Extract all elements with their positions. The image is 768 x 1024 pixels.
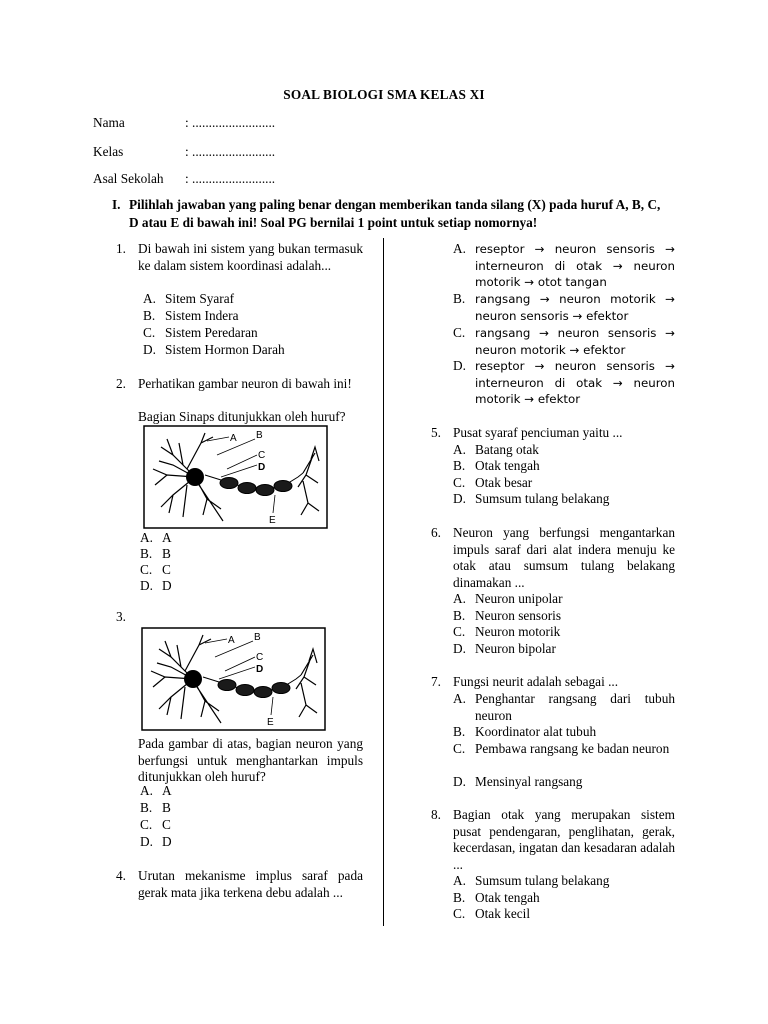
neuron-diagram-1 — [143, 425, 328, 529]
instruction — [112, 196, 672, 232]
option-letter: A. — [140, 783, 153, 798]
option-letter: C. — [453, 906, 466, 921]
option-letter: B. — [453, 291, 466, 306]
figure-label-e: E — [269, 515, 276, 526]
option-text: Neuron bipolar — [475, 641, 556, 656]
question-number: 3. — [116, 609, 126, 624]
option-letter: D. — [453, 358, 466, 373]
option-text: Otak besar — [475, 475, 533, 490]
question-text: Perhatikan gambar neuron di bawah ini! — [138, 376, 352, 391]
option-letter: A. — [453, 442, 466, 457]
option-text: Sumsum tulang belakang — [475, 491, 610, 506]
question-text: Urutan mekanisme implus saraf pada gerak mata jika terkena debu adalah ... — [138, 868, 363, 900]
name-label: Nama — [93, 115, 125, 130]
option-text: Otak tengah — [475, 890, 540, 905]
option-text: Sumsum tulang belakang — [475, 873, 610, 888]
option-letter: B. — [140, 546, 153, 561]
figure-label-a: A — [228, 635, 235, 646]
school-label: Asal Sekolah — [93, 171, 164, 186]
neuron-diagram-2 — [141, 627, 326, 731]
question-text: Fungsi neurit adalah sebagai ... — [453, 674, 619, 689]
question-text: Neuron yang berfungsi mengantarkan impuls saraf dari alat indera menuju ke otak atau sumsum tulang belakang dinamakan ... — [453, 525, 675, 590]
question-text: Di bawah ini sistem yang bukan termasuk ke dalam sistem koordinasi adalah... — [138, 241, 363, 273]
option-text: Sistem Peredaran — [165, 325, 258, 340]
option-text: rangsang → neuron motorik → neuron sensoris → efektor — [475, 292, 675, 323]
page-title: SOAL BIOLOGI SMA KELAS XI — [283, 87, 485, 102]
option-text: Otak kecil — [475, 906, 531, 921]
option-text: reseptor → neuron sensoris → interneuron di otak → neuron motorik → efektor — [475, 359, 675, 407]
option-letter: D. — [453, 641, 466, 656]
option-letter: C. — [453, 325, 466, 340]
instruction-text: Pilihlah jawaban yang paling benar dengan memberikan tanda silang (X) pada huruf A, B, C, D atau E di bawah ini! Soal PG bernilai 1 point untuk setiap nomornya! — [129, 197, 661, 230]
question-number: 6. — [431, 525, 441, 540]
name-value: : ......................... — [185, 115, 276, 130]
option-letter: A. — [453, 691, 466, 706]
option-letter: A. — [453, 241, 466, 256]
option-text: Sistem Indera — [165, 308, 239, 323]
school-value: : ......................... — [185, 171, 276, 186]
option-letter: A. — [453, 873, 466, 888]
option-letter: B. — [453, 890, 466, 905]
option-letter: B. — [143, 308, 156, 323]
option-letter: D. — [453, 774, 466, 789]
figure-label-a: A — [230, 433, 237, 444]
option-letter: D. — [453, 491, 466, 506]
option-letter: C. — [453, 475, 466, 490]
question-text: Pusat syaraf penciuman yaitu ... — [453, 425, 623, 440]
option-letter: D. — [140, 578, 153, 593]
option-text: C — [162, 562, 171, 577]
option-text: D — [162, 578, 172, 593]
class-value: : ......................... — [185, 144, 276, 159]
class-label: Kelas — [93, 144, 124, 159]
option-letter: B. — [140, 800, 153, 815]
figure-label-c: C — [258, 450, 266, 461]
column-divider — [383, 238, 384, 926]
option-letter: C. — [453, 624, 466, 639]
option-text: Koordinator alat tubuh — [475, 724, 597, 739]
option-text: B — [162, 546, 171, 561]
option-letter: B. — [453, 724, 466, 739]
question-number: 8. — [431, 807, 441, 822]
figure-label-d: D — [256, 664, 264, 675]
option-text: Batang otak — [475, 442, 539, 457]
question-number: 7. — [431, 674, 441, 689]
option-letter: C. — [140, 817, 153, 832]
option-text: reseptor → neuron sensoris → interneuron di otak → neuron motorik → otot tangan — [475, 242, 675, 290]
question-number: 5. — [431, 425, 441, 440]
option-text: C — [162, 817, 171, 832]
option-text: Otak tengah — [475, 458, 540, 473]
question-number: 1. — [116, 241, 126, 256]
option-letter: A. — [140, 530, 153, 545]
option-text: B — [162, 800, 171, 815]
option-text: Neuron unipolar — [475, 591, 563, 606]
option-text: Mensinyal rangsang — [475, 774, 583, 789]
option-letter: C. — [453, 741, 466, 756]
option-letter: B. — [453, 458, 466, 473]
question-text: Pada gambar di atas, bagian neuron yang berfungsi untuk menghantarkan impuls ditunjukkan oleh huruf? — [138, 736, 363, 785]
option-letter: A. — [143, 291, 156, 306]
option-letter: D. — [140, 834, 153, 849]
figure-label-b: B — [256, 430, 263, 441]
option-text: Sitem Syaraf — [165, 291, 235, 306]
figure-label-c: C — [256, 652, 264, 663]
option-letter: A. — [453, 591, 466, 606]
option-text: Neuron motorik — [475, 624, 561, 639]
option-text: Penghantar rangsang dari tubuh neuron — [475, 691, 675, 723]
option-text: Neuron sensoris — [475, 608, 562, 623]
question-subtext: Bagian Sinaps ditunjukkan oleh huruf? — [138, 409, 346, 424]
question-number: 4. — [116, 868, 126, 883]
option-text: D — [162, 834, 172, 849]
question-number: 2. — [116, 376, 126, 391]
option-text: rangsang → neuron sensoris → neuron motorik → efektor — [475, 326, 675, 357]
option-text: A — [162, 783, 172, 798]
question-text: Bagian otak yang merupakan sistem pusat pendengaran, penglihatan, gerak, kecerdasan, ingatan dan kesadaran adalah ... — [453, 807, 675, 872]
option-letter: B. — [453, 608, 466, 623]
option-letter: D. — [143, 342, 156, 357]
option-text: A — [162, 530, 172, 545]
option-letter: C. — [143, 325, 156, 340]
option-text: Sistem Hormon Darah — [165, 342, 285, 357]
instruction-number: I. — [112, 197, 121, 212]
figure-label-d: D — [258, 462, 266, 473]
figure-label-e: E — [267, 717, 274, 728]
option-text: Pembawa rangsang ke badan neuron — [475, 741, 670, 756]
option-letter: C. — [140, 562, 153, 577]
figure-label-b: B — [254, 632, 261, 643]
